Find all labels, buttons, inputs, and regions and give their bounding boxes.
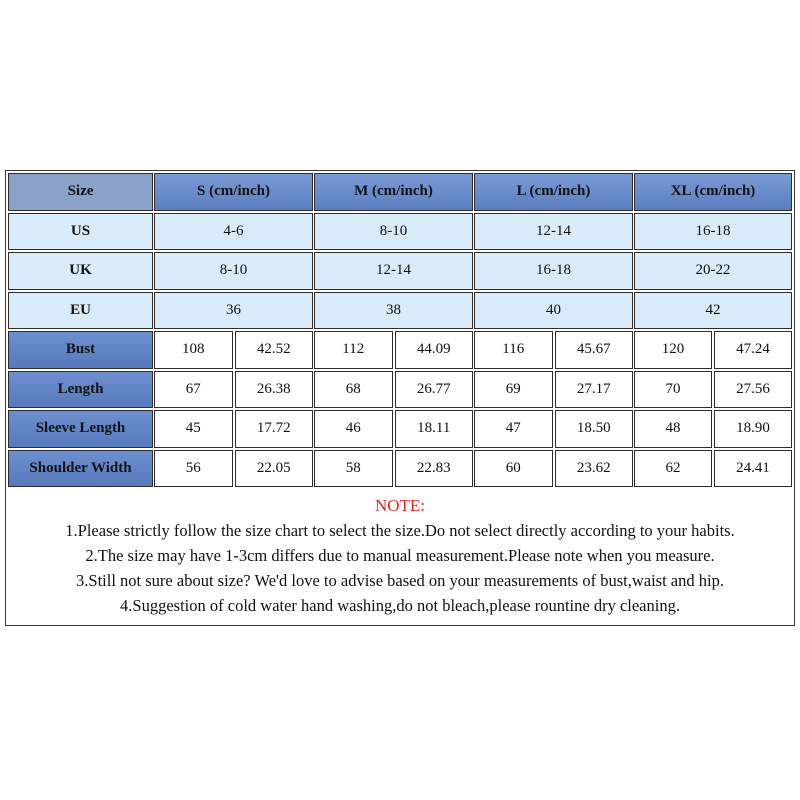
length-xl-cm: 70 [634,371,712,409]
length-m-cm: 68 [314,371,393,409]
size-table [8,173,792,489]
note-line-2: 2.The size may have 1-3cm differs due to manual measurement.Please note when you measure. [85,546,715,565]
sleeve-m [314,410,473,448]
sleeve-xl-inch: 18.90 [714,410,792,448]
shoulder-m [314,450,473,488]
bust-l-cm: 116 [474,331,553,369]
note-title: NOTE: [374,496,426,515]
length-xl-inch: 27.56 [714,371,792,409]
bust-xl [634,331,792,369]
shoulder-m-inch: 22.83 [395,450,474,488]
uk-m: 12-14 [314,252,473,290]
sleeve-xl [634,410,792,448]
header-size: Size [8,173,153,211]
bust-xl-inch: 47.24 [714,331,792,369]
length-s-cm: 67 [154,371,233,409]
shoulder-m-cm: 58 [314,450,393,488]
sleeve-l [474,410,633,448]
sleeve-s-cm: 45 [154,410,233,448]
bust-l [474,331,633,369]
length-l-inch: 27.17 [555,371,634,409]
shoulder-s [154,450,313,488]
size-chart [5,170,795,626]
length-m-inch: 26.77 [395,371,474,409]
bust-xl-cm: 120 [634,331,712,369]
shoulder-s-cm: 56 [154,450,233,488]
shoulder-l-cm: 60 [474,450,553,488]
notes-section [6,493,794,618]
bust-m-cm: 112 [314,331,393,369]
row-label-length: Length [8,371,153,409]
header-m: M (cm/inch) [314,173,473,211]
length-xl [634,371,792,409]
us-xl: 16-18 [634,213,792,251]
bust-s-cm: 108 [154,331,233,369]
row-label-bust: Bust [8,331,153,369]
shoulder-l-inch: 23.62 [555,450,634,488]
note-line-3: 3.Still not sure about size? We'd love to advise based on your measurements of bust,waist and hip. [76,571,724,590]
bust-l-inch: 45.67 [555,331,634,369]
shoulder-xl-inch: 24.41 [714,450,792,488]
sleeve-m-cm: 46 [314,410,393,448]
header-xl: XL (cm/inch) [634,173,792,211]
sleeve-m-inch: 18.11 [395,410,474,448]
bust-s [154,331,313,369]
row-label-sleeve-length: Sleeve Length [8,410,153,448]
eu-xl: 42 [634,292,792,330]
uk-xl: 20-22 [634,252,792,290]
shoulder-xl-cm: 62 [634,450,712,488]
shoulder-xl [634,450,792,488]
note-line-4: 4.Suggestion of cold water hand washing,do not bleach,please rountine dry cleaning. [120,596,680,615]
shoulder-l [474,450,633,488]
eu-l: 40 [474,292,633,330]
bust-m [314,331,473,369]
row-label-uk: UK [8,252,153,290]
uk-s: 8-10 [154,252,313,290]
length-l-cm: 69 [474,371,553,409]
row-label-shoulder-width: Shoulder Width [8,450,153,488]
sleeve-xl-cm: 48 [634,410,712,448]
bust-s-inch: 42.52 [235,331,314,369]
note-line-1: 1.Please strictly follow the size chart to select the size.Do not select directly according to your habits. [65,521,735,540]
shoulder-s-inch: 22.05 [235,450,314,488]
length-s-inch: 26.38 [235,371,314,409]
sleeve-s-inch: 17.72 [235,410,314,448]
length-s [154,371,313,409]
header-l: L (cm/inch) [474,173,633,211]
bust-m-inch: 44.09 [395,331,474,369]
uk-l: 16-18 [474,252,633,290]
row-label-us: US [8,213,153,251]
length-m [314,371,473,409]
row-label-eu: EU [8,292,153,330]
us-l: 12-14 [474,213,633,251]
header-s: S (cm/inch) [154,173,313,211]
length-l [474,371,633,409]
sleeve-l-inch: 18.50 [555,410,634,448]
sleeve-l-cm: 47 [474,410,553,448]
us-m: 8-10 [314,213,473,251]
sleeve-s [154,410,313,448]
eu-m: 38 [314,292,473,330]
eu-s: 36 [154,292,313,330]
us-s: 4-6 [154,213,313,251]
